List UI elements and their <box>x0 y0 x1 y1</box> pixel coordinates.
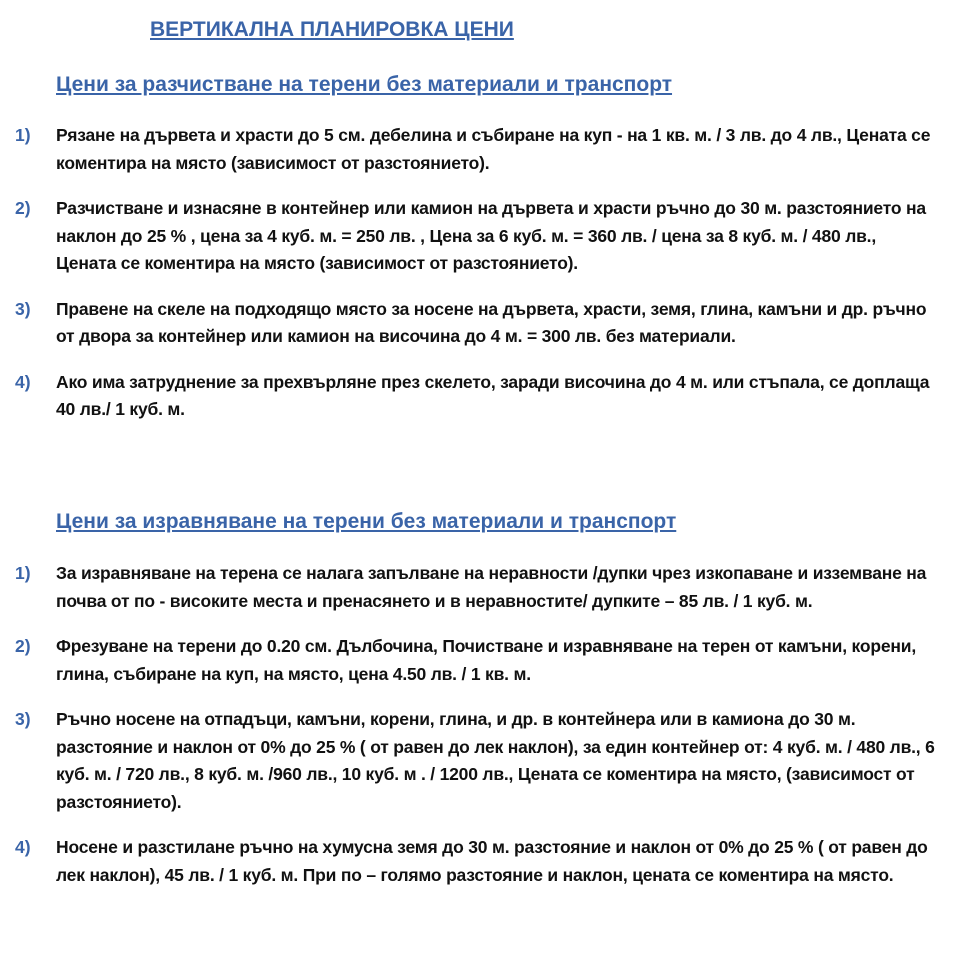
item-text: Носене и разстилане ръчно на хумусна земя до 30 м. разстояние и наклон от 0% до 25 % ( от равен до лек наклон), 45 лв. / 1 куб. м. При по – голямо разстояние и наклон, цената се коментира на място. <box>56 837 928 885</box>
item-text: Фрезуване на терени до 0.20 см. Дълбочина, Почистване и изравняване на терен от камъни, корени, глина, събиране на куп, на място, цена 4.50 лв. / 1 кв. м. <box>56 636 916 684</box>
item-text: За изравняване на терена се налага запълване на неравности /дупки чрез изкопаване и изземване на почва от по - високите места и пренасянето и в неравностите/ дупките – 85 лв. / 1 куб. м. <box>56 563 927 611</box>
list-item <box>0 296 955 351</box>
list-item <box>0 195 955 278</box>
list-item <box>0 706 955 816</box>
list-item <box>0 369 955 424</box>
list-item <box>0 560 955 615</box>
section-heading-leveling: Цени за изравняване на терени без материали и транспорт <box>56 510 677 533</box>
clearing-price-list <box>0 122 955 442</box>
item-text: Правене на скеле на подходящо място за носене на дървета, храсти, земя, глина, камъни и др. ръчно от двора за контейнер или камион на височина до 4 м. = 300 лв. без материали. <box>56 298 927 346</box>
page-title: ВЕРТИКАЛНА ПЛАНИРОВКА ЦЕНИ <box>150 18 514 41</box>
list-item <box>0 633 955 688</box>
item-number: 4) <box>15 371 31 392</box>
section-heading-clearing: Цени за разчистване на терени без материали и транспорт <box>56 73 673 96</box>
item-number: 2) <box>15 636 31 656</box>
item-number: 4) <box>15 837 31 857</box>
item-number: 2) <box>15 198 31 218</box>
list-item <box>0 122 955 177</box>
list-item <box>0 834 955 889</box>
item-text: Разчистване и изнасяне в контейнер или камион на дървета и храсти ръчно до 30 м. разстоянието на наклон до 25 % , цена за 4 куб. м. = 250 лв. , Цена за 6 куб. м. = 360 лв. / цена за 8 куб. м. / 480 лв., Цената се коментира на място (зависимост от разстоянието). <box>56 198 926 273</box>
item-text: Рязане на дървета и храсти до 5 см. дебелина и събиране на куп - на 1 кв. м. / 3 лв. до 4 лв., Цената се коментира на място (зависимост от разстоянието). <box>56 125 931 173</box>
item-number: 3) <box>15 709 31 729</box>
item-number: 1) <box>15 563 31 583</box>
item-number: 3) <box>15 298 31 319</box>
item-text: Ръчно носене на отпадъци, камъни, корени, глина, и др. в контейнера или в камиона до 30 м. разстояние и наклон от 0% до 25 % ( от равен до лек наклон), за един контейнер от: 4 куб. м. / 480 лв., 6 куб. м. / 720 лв., 8 куб. м. /960 лв., 10 куб. м . / 1200 лв., Цената се коментира на място, (зависимост от разстоянието). <box>56 709 935 812</box>
leveling-price-list <box>0 560 955 907</box>
item-text: Ако има затруднение за прехвърляне през скелето, заради височина до 4 м. или стъпала, се доплаща 40 лв./ 1 куб. м. <box>56 371 930 419</box>
item-number: 1) <box>15 125 31 145</box>
